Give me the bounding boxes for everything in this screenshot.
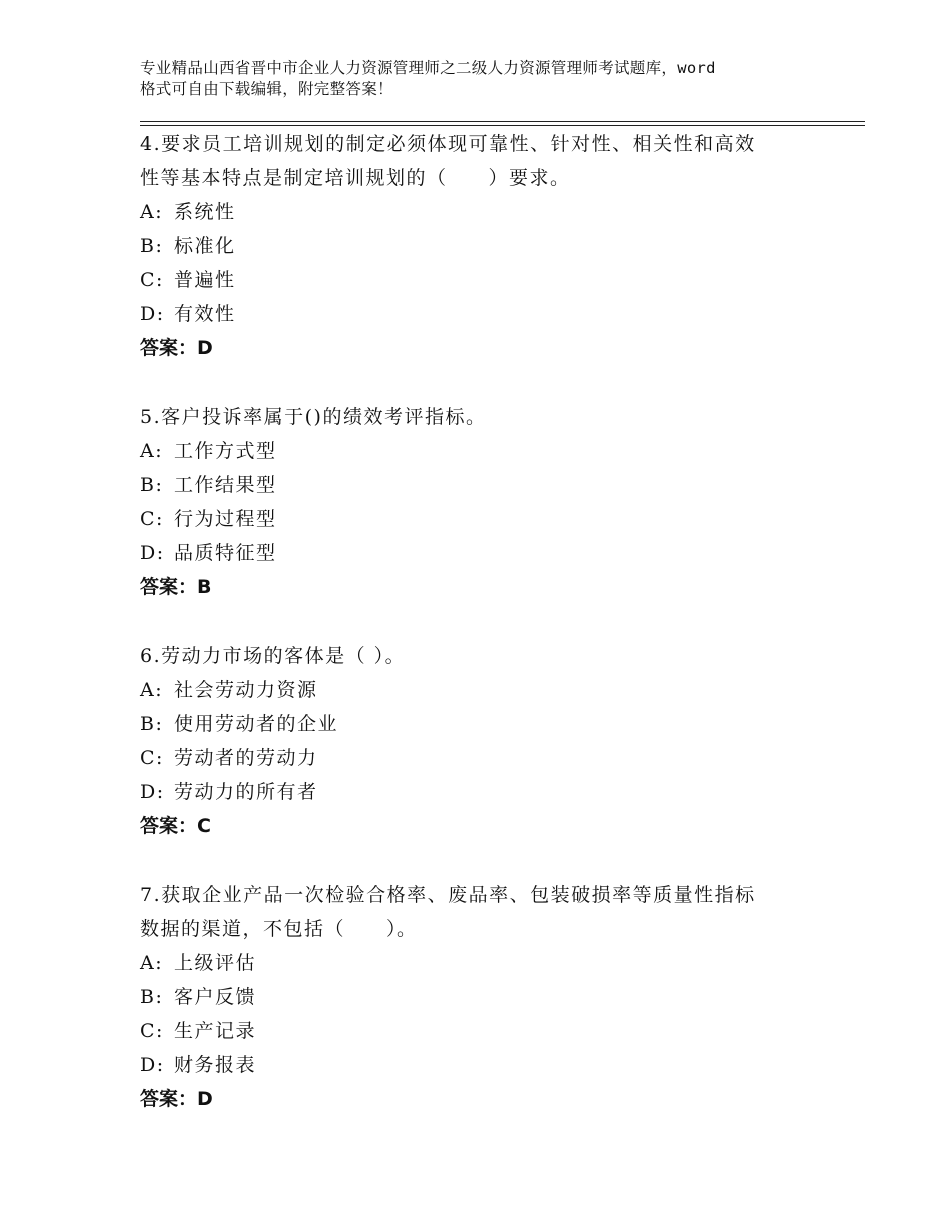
option-letter: C: [140, 508, 164, 530]
option-text: 劳动者的劳动力 [174, 747, 318, 769]
option-letter: A: [140, 440, 164, 462]
option-text: 工作结果型 [174, 474, 277, 496]
option-letter: C: [140, 747, 164, 769]
option-letter: A: [140, 679, 164, 701]
option-text: 使用劳动者的企业 [174, 713, 339, 735]
option-text: 劳动力的所有者 [174, 781, 318, 803]
option-a [140, 195, 810, 229]
option-text: 普遍性 [174, 269, 236, 291]
option-letter: B: [140, 986, 164, 1008]
option-b [140, 229, 810, 263]
option-a [140, 673, 810, 707]
answer-label: 答案：C [140, 815, 211, 837]
option-c [140, 1014, 810, 1048]
question-stem-line-1: 5.客户投诉率属于()的绩效考评指标。 [140, 406, 487, 428]
option-b [140, 707, 810, 741]
question-stem-line-1: 6.劳动力市场的客体是（ ）。 [140, 645, 406, 667]
option-letter: B: [140, 235, 164, 257]
document-header [140, 58, 830, 100]
question-stem-line-1: 4.要求员工培训规划的制定必须体现可靠性、针对性、相关性和高效 [140, 133, 756, 155]
option-text: 社会劳动力资源 [174, 679, 318, 701]
option-letter: B: [140, 474, 164, 496]
option-text: 系统性 [174, 201, 236, 223]
option-letter: D: [140, 1054, 165, 1076]
option-text: 品质特征型 [174, 542, 277, 564]
option-text: 标准化 [174, 235, 236, 257]
option-b [140, 980, 810, 1014]
question-5 [140, 400, 810, 604]
option-text: 上级评估 [174, 952, 257, 974]
option-text: 财务报表 [174, 1054, 257, 1076]
option-text: 有效性 [174, 303, 236, 325]
question-6 [140, 639, 810, 843]
answer-label: 答案：D [140, 337, 213, 359]
header-line-2: 格式可自由下载编辑，附完整答案！ [140, 80, 393, 98]
header-line-1: 专业精品山西省晋中市企业人力资源管理师之二级人力资源管理师考试题库，word [140, 59, 716, 77]
answer-label: 答案：B [140, 576, 212, 598]
option-c [140, 741, 810, 775]
option-letter: D: [140, 303, 165, 325]
question-stem-line-1: 7.获取企业产品一次检验合格率、废品率、包装破损率等质量性指标 [140, 884, 756, 906]
option-d [140, 775, 810, 809]
option-letter: A: [140, 952, 164, 974]
option-c [140, 263, 810, 297]
option-text: 行为过程型 [174, 508, 277, 530]
option-letter: C: [140, 269, 164, 291]
option-c [140, 502, 810, 536]
option-b [140, 468, 810, 502]
option-text: 工作方式型 [174, 440, 277, 462]
option-text: 生产记录 [174, 1020, 257, 1042]
header-divider-bottom [140, 125, 865, 126]
question-7 [140, 878, 810, 1116]
question-stem-line-2: 数据的渠道，不包括（ ）。 [140, 918, 418, 940]
option-d [140, 297, 810, 331]
option-letter: D: [140, 542, 165, 564]
option-letter: B: [140, 713, 164, 735]
question-stem-line-2: 性等基本特点是制定培训规划的（ ）要求。 [140, 167, 571, 189]
option-d [140, 536, 810, 570]
option-letter: D: [140, 781, 165, 803]
option-a [140, 434, 810, 468]
option-d [140, 1048, 810, 1082]
option-letter: C: [140, 1020, 164, 1042]
option-a [140, 946, 810, 980]
option-letter: A: [140, 201, 164, 223]
answer-label: 答案：D [140, 1088, 213, 1110]
header-divider-top [140, 121, 865, 122]
question-4 [140, 127, 810, 365]
option-text: 客户反馈 [174, 986, 257, 1008]
